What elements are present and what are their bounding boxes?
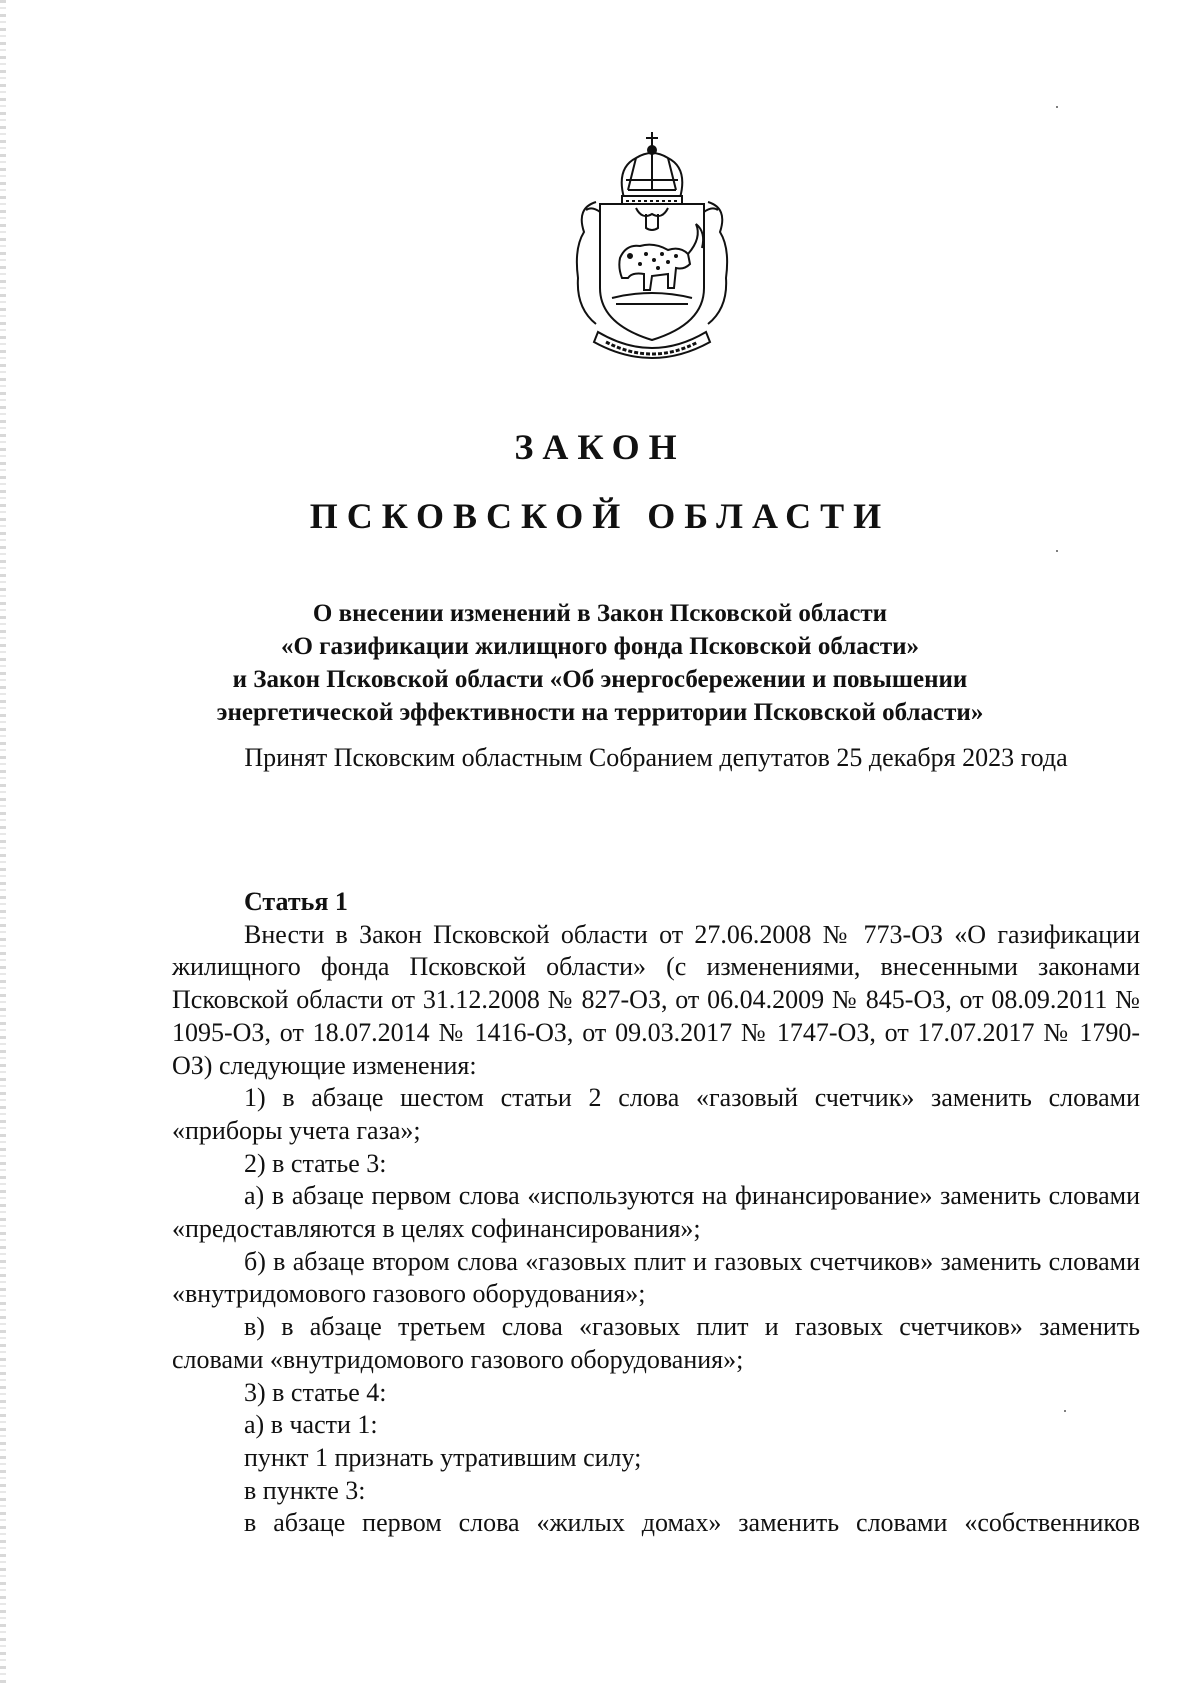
- coat-of-arms-icon: [556, 128, 748, 364]
- paragraph: в абзаце первом слова «жилых домах» заменить словами «собственников: [244, 1508, 1140, 1538]
- subject-line: О внесении изменений в Закон Псковской области: [312, 600, 888, 627]
- article-heading: Статья 1: [244, 887, 348, 916]
- scan-speck: [1056, 550, 1058, 552]
- paragraph: в) в абзаце третьем слова «газовых плит и газовых счетчиков» заменить словами «внутридомового газового оборудования»;: [172, 1312, 1140, 1374]
- subject-line: «О газификации жилищного фонда Псковской области»: [280, 633, 920, 660]
- paragraph: 2) в статье 3:: [244, 1148, 387, 1178]
- adoption-note: Принят Псковским областным Собранием депутатов 25 декабря 2023 года: [244, 743, 1068, 772]
- paragraph: 3) в статье 4:: [244, 1377, 387, 1407]
- document-subtitle: ПСКОВСКОЙ ОБЛАСТИ: [309, 496, 891, 536]
- law-subject: [150, 597, 1050, 729]
- scan-speck: [1056, 106, 1058, 108]
- paragraph: а) в абзаце первом слова «используются на финансирование» заменить словами «предоставляются в целях софинансирования»;: [172, 1181, 1140, 1244]
- scan-edge: [0, 0, 6, 1686]
- law-body: [172, 886, 1140, 1540]
- paragraph: пункт 1 признать утратившим силу;: [244, 1442, 642, 1472]
- subject-line: энергетической эффективности на территории Псковской области»: [216, 699, 984, 726]
- paragraph: Внести в Закон Псковской области от 27.06.2008 № 773-ОЗ «О газификации жилищного фонда Псковской области» (с изменениями, внесенными законами Псковской области от 31.12.2008 № 827-ОЗ, от 06.04.2009 № 845-ОЗ, от 08.09.2011 № 1095-ОЗ, от 18.07.2014 № 1416-ОЗ, от 09.03.2017 № 1747-ОЗ, от 17.07.2017 № 1790-ОЗ) следующие изменения:: [172, 919, 1140, 1080]
- subject-line: и Закон Псковской области «Об энергосбережении и повышении: [232, 666, 968, 693]
- paragraph: б) в абзаце втором слова «газовых плит и газовых счетчиков» заменить словами «внутридомового газового оборудования»;: [172, 1246, 1140, 1309]
- document-title: ЗАКОН: [514, 427, 686, 467]
- paragraph: 1) в абзаце шестом статьи 2 слова «газовый счетчик» заменить словами «приборы учета газа»;: [172, 1083, 1140, 1145]
- paragraph: в пункте 3:: [244, 1475, 366, 1505]
- paragraph: а) в части 1:: [244, 1410, 378, 1440]
